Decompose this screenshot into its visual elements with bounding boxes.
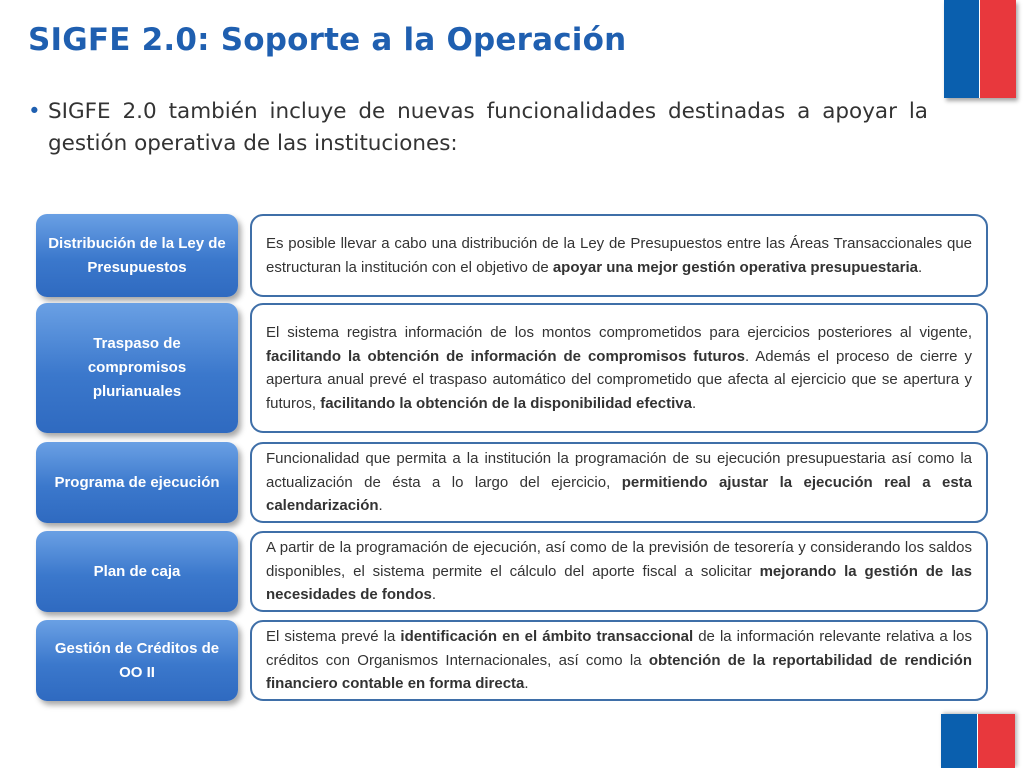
slide-title: SIGFE 2.0: Soporte a la Operación	[28, 22, 627, 58]
feature-description	[250, 303, 988, 433]
feature-label: Distribución de la Ley de Presupuestos	[36, 214, 238, 297]
desc-text: Es posible llevar a cabo una distribución de la Ley de Presupuestos entre las Áreas Transaccionales que estructuran la institución con el objetivo de	[266, 235, 972, 276]
flag-red-stripe	[978, 714, 1015, 768]
flag-blue-stripe	[941, 714, 978, 768]
desc-text: .	[524, 675, 529, 693]
desc-bold: facilitando la obtención de la disponibilidad efectiva	[320, 394, 692, 412]
feature-row-creditos	[36, 620, 988, 701]
flag-blue-stripe	[944, 0, 980, 98]
desc-bold: mejorando la gestión de las necesidades de fondos	[266, 562, 972, 604]
flag-logo-bottom	[941, 714, 1015, 768]
feature-label: Plan de caja	[36, 531, 238, 612]
desc-text: Funcionalidad que permita a la institución la programación de su ejecución presupuestaria así como la actualización de ésta a lo largo del ejercicio,	[266, 450, 972, 491]
feature-row-traspaso	[36, 303, 988, 433]
desc-bold: identificación en el ámbito transaccional	[400, 628, 694, 646]
desc-text: El sistema prevé la	[266, 628, 401, 646]
desc-text: .	[378, 497, 383, 515]
desc-text: . Además el proceso de cierre y apertura anual prevé el traspaso automático del comprometido que afecta al ejercicio que se apertura y futuros,	[266, 347, 972, 412]
flag-logo-top	[944, 0, 1016, 98]
desc-bold: permitiendo ajustar la ejecución real a esta calendarización	[266, 473, 973, 515]
feature-description	[250, 531, 988, 612]
desc-text: .	[691, 394, 697, 412]
feature-label: Gestión de Créditos de OO II	[36, 620, 238, 701]
feature-row-programa	[36, 442, 988, 523]
feature-row-plan-caja	[36, 531, 988, 612]
intro-text: SIGFE 2.0 también incluye de nuevas funcionalidades destinadas a apoyar la gestión operativa de las instituciones:	[48, 99, 928, 156]
desc-text: El sistema registra información de los montos comprometidos para ejercicios posteriores al vigente,	[266, 324, 972, 341]
feature-row-distribucion	[36, 214, 988, 297]
feature-description	[250, 442, 988, 523]
desc-text: .	[917, 258, 923, 276]
feature-description	[250, 214, 988, 297]
feature-label: Programa de ejecución	[36, 442, 238, 523]
desc-text: .	[431, 586, 437, 604]
feature-description	[250, 620, 988, 701]
intro-bullet	[28, 96, 928, 160]
flag-red-stripe	[980, 0, 1016, 98]
feature-label: Traspaso de compromisos plurianuales	[36, 303, 238, 433]
desc-text: A partir de la programación de ejecución, así como de la previsión de tesorería y considerando los saldos disponibles, el sistema permite el cálculo del aporte fiscal a solicitar	[266, 539, 972, 580]
desc-bold: facilitando la obtención de información de compromisos futuros	[266, 347, 745, 365]
desc-text: de la información relevante relativa a los créditos con Organismos Internacionales, así como la	[266, 628, 972, 669]
bullet-icon: •	[28, 99, 41, 124]
desc-bold: apoyar una mejor gestión operativa presupuestaria	[552, 258, 918, 276]
desc-bold: obtención de la reportabilidad de rendición financiero contable en forma directa	[266, 651, 972, 693]
